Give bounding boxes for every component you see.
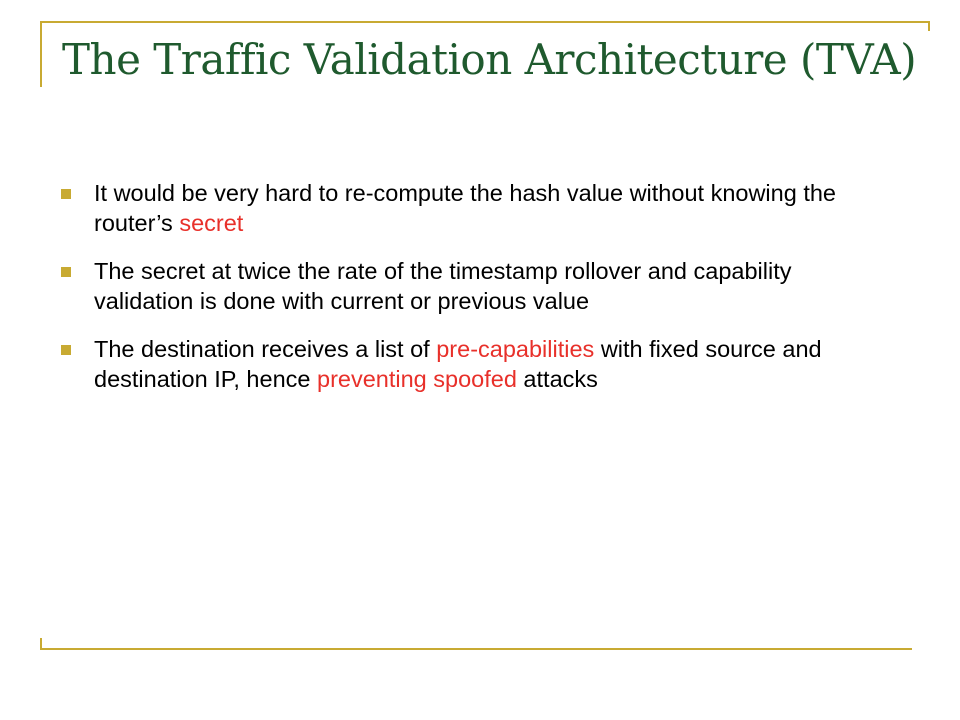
highlight-text: preventing spoofed — [317, 366, 517, 392]
frame-left-line — [40, 21, 42, 87]
highlight-text: pre-capabilities — [436, 336, 595, 362]
frame-bottom-left-tick — [40, 638, 42, 650]
slide-title: The Traffic Validation Architecture (TVA) — [62, 35, 917, 84]
bullet-list — [56, 178, 876, 412]
bullet-text: attacks — [516, 366, 598, 392]
bullet-text: The secret at twice the rate of the timestamp rollover and capability validation is done with current or previous value — [94, 258, 792, 314]
bullet-item — [56, 178, 876, 238]
highlight-text: secret — [179, 210, 244, 236]
square-bullet-icon — [61, 345, 71, 355]
frame-right-tick — [928, 21, 930, 31]
bullet-text: with fixed source and destination IP, hence — [94, 336, 822, 392]
bullet-text: It would be very hard to re-compute the hash value without knowing the router’s — [94, 180, 836, 236]
bullet-text: The destination receives a list of — [94, 336, 437, 362]
bullet-item — [56, 256, 876, 316]
bullet-item — [56, 334, 876, 394]
square-bullet-icon — [61, 189, 71, 199]
square-bullet-icon — [61, 267, 71, 277]
frame-bottom-line — [40, 648, 912, 650]
frame-top-line — [40, 21, 930, 23]
